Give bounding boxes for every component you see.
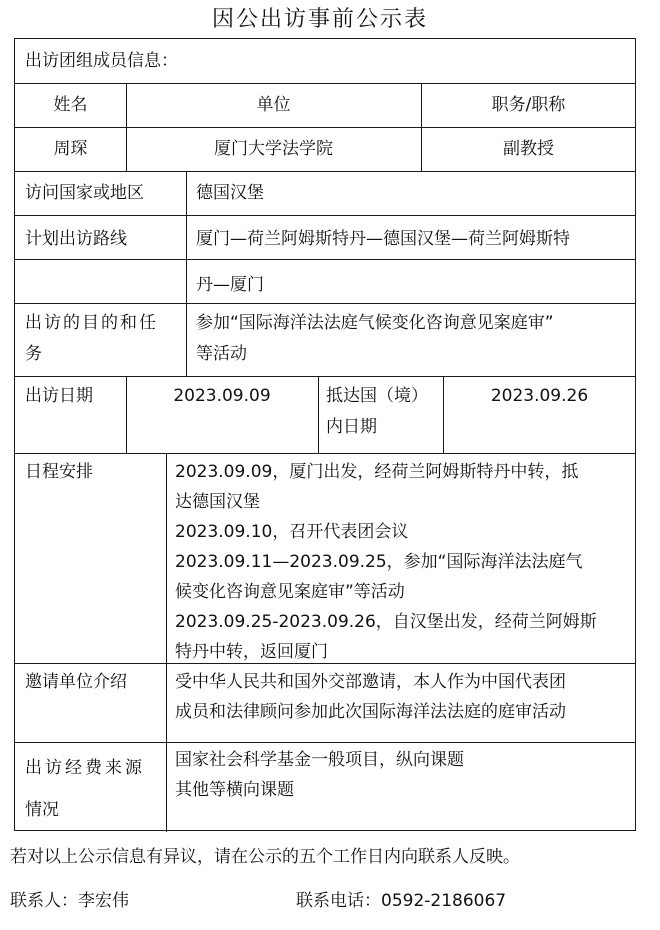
row-divider: [15, 171, 636, 172]
contact-phone: 联系电话：0592-2186067: [296, 891, 507, 911]
row-divider: [15, 303, 636, 304]
inviter-value-line1: 受中华人民共和国外交部邀请，本人作为中国代表团: [175, 672, 566, 692]
arrival-date-value: 2023.09.26: [490, 386, 589, 406]
header-position: 职务/职称: [491, 95, 566, 115]
objection-notice: 若对以上公示信息有异议，请在公示的五个工作日内向联系人反映。: [10, 847, 520, 867]
departure-date-value: 2023.09.09: [173, 386, 271, 406]
schedule-line: 2023.09.10，召开代表团会议: [175, 522, 409, 542]
col-divider: [318, 376, 319, 453]
col-divider: [186, 171, 187, 376]
schedule-label: 日程安排: [25, 462, 93, 482]
funding-label-line2: 情况: [25, 800, 59, 820]
header-name: 姓名: [53, 95, 88, 115]
departure-date-label: 出访日期: [25, 386, 93, 406]
schedule-line: 2023.09.09，厦门出发，经荷兰阿姆斯特丹中转，抵: [175, 462, 579, 482]
purpose-value-line1: 参加“国际海洋法法庭气候变化咨询意见案庭审”: [196, 313, 554, 333]
purpose-value-line2: 等活动: [196, 344, 247, 364]
row-divider: [15, 376, 636, 377]
row-divider: [15, 215, 636, 216]
member-unit: 厦门大学法学院: [214, 139, 333, 159]
schedule-line: 特丹中转，返回厦门: [175, 642, 328, 662]
disclosure-table: [14, 38, 636, 831]
inviter-value-line2: 成员和法律顾问参加此次国际海洋法法庭的庭审活动: [175, 702, 566, 722]
row-divider: [15, 127, 636, 128]
members-section-label: 出访团组成员信息：: [25, 51, 178, 71]
member-name: 周琛: [53, 139, 88, 159]
route-label: 计划出访路线: [25, 229, 127, 249]
row-divider: [15, 259, 636, 260]
row-divider: [15, 83, 636, 84]
inviter-label: 邀请单位介绍: [25, 672, 127, 692]
row-divider: [15, 453, 636, 454]
arrival-date-label-line2: 内日期: [326, 417, 377, 437]
arrival-date-label-line1: 抵达国（境）: [326, 386, 428, 406]
member-position: 副教授: [503, 139, 554, 159]
purpose-label-line1: 出访的目的和任: [25, 313, 158, 333]
country-label: 访问国家或地区: [25, 183, 144, 203]
page-title: 因公出访事前公示表: [211, 7, 428, 32]
contact-person: 联系人：李宏伟: [10, 891, 129, 911]
funding-value-line2: 其他等横向课题: [175, 780, 294, 800]
schedule-line: 2023.09.25-2023.09.26，自汉堡出发，经荷兰阿姆斯: [175, 612, 597, 632]
header-unit: 单位: [256, 95, 291, 115]
schedule-line: 2023.09.11—2023.09.25，参加“国际海洋法法庭气: [175, 552, 583, 572]
col-divider: [166, 453, 167, 832]
route-value-line2: 丹—厦门: [196, 275, 264, 295]
route-value-line1: 厦门—荷兰阿姆斯特丹—德国汉堡—荷兰阿姆斯特: [196, 229, 570, 249]
schedule-line: 候变化咨询意见案庭审”等活动: [175, 582, 405, 602]
purpose-label-line2: 务: [25, 344, 42, 364]
funding-value-line1: 国家社会科学基金一般项目，纵向课题: [175, 750, 464, 770]
schedule-line: 达德国汉堡: [175, 492, 260, 512]
country-value: 德国汉堡: [196, 183, 264, 203]
funding-label-line1: 出访经费来源: [25, 758, 145, 778]
